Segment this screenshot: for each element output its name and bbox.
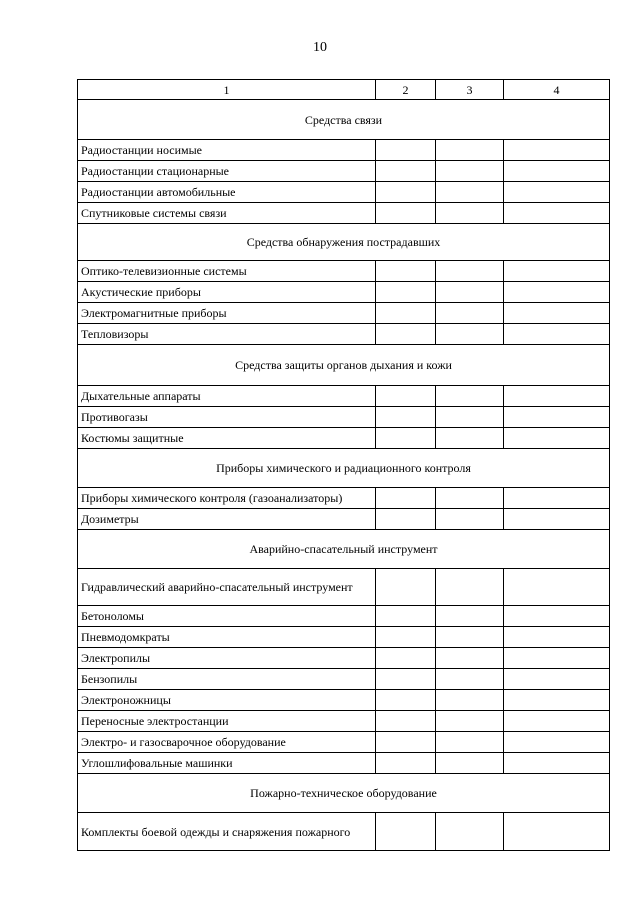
table-row [78,303,610,324]
column-header-1: 1 [78,80,376,100]
column-header-4: 4 [504,80,610,100]
item-name: Костюмы защитные [78,428,376,449]
cell-col-2 [376,753,436,774]
section-row [78,100,610,140]
table-row [78,690,610,711]
cell-col-3 [436,648,504,669]
cell-col-4 [504,407,610,428]
item-name: Электроножницы [78,690,376,711]
item-name: Радиостанции стационарные [78,161,376,182]
cell-col-3 [436,488,504,509]
cell-col-4 [504,627,610,648]
cell-col-2 [376,303,436,324]
item-name: Дозиметры [78,509,376,530]
item-name: Противогазы [78,407,376,428]
cell-col-4 [504,261,610,282]
section-title: Приборы химического и радиационного контроля [78,449,610,488]
cell-col-2 [376,428,436,449]
cell-col-3 [436,569,504,606]
table-row [78,428,610,449]
cell-col-2 [376,140,436,161]
page-number: 10 [313,40,327,55]
table-row [78,753,610,774]
cell-col-4 [504,711,610,732]
item-name: Комплекты боевой одежды и снаряжения пожарного [78,813,376,851]
section-row [78,449,610,488]
cell-col-2 [376,386,436,407]
cell-col-2 [376,407,436,428]
table-row [78,182,610,203]
cell-col-3 [436,161,504,182]
table-row [78,813,610,851]
cell-col-4 [504,732,610,753]
cell-col-2 [376,261,436,282]
cell-col-3 [436,407,504,428]
cell-col-3 [436,509,504,530]
section-row [78,530,610,569]
item-name: Радиостанции носимые [78,140,376,161]
table-row [78,203,610,224]
cell-col-3 [436,140,504,161]
cell-col-2 [376,203,436,224]
cell-col-3 [436,627,504,648]
cell-col-4 [504,324,610,345]
cell-col-2 [376,627,436,648]
cell-col-3 [436,813,504,851]
cell-col-4 [504,140,610,161]
table-row [78,669,610,690]
table-row [78,282,610,303]
table-row [78,648,610,669]
table-row [78,488,610,509]
cell-col-4 [504,813,610,851]
cell-col-3 [436,711,504,732]
cell-col-3 [436,690,504,711]
header-row [78,80,610,100]
cell-col-4 [504,569,610,606]
table-row [78,161,610,182]
cell-col-2 [376,648,436,669]
cell-col-2 [376,732,436,753]
cell-col-3 [436,303,504,324]
section-title: Средства обнаружения пострадавших [78,224,610,261]
cell-col-2 [376,813,436,851]
table-row [78,732,610,753]
column-header-2: 2 [376,80,436,100]
section-title: Средства защиты органов дыхания и кожи [78,345,610,386]
table-row [78,324,610,345]
item-name: Электромагнитные приборы [78,303,376,324]
item-name: Углошлифовальные машинки [78,753,376,774]
cell-col-2 [376,711,436,732]
table-row [78,627,610,648]
cell-col-4 [504,282,610,303]
cell-col-2 [376,324,436,345]
cell-col-4 [504,648,610,669]
cell-col-3 [436,669,504,690]
table-row [78,606,610,627]
cell-col-4 [504,669,610,690]
cell-col-2 [376,669,436,690]
cell-col-4 [504,303,610,324]
item-name: Акустические приборы [78,282,376,303]
section-row [78,224,610,261]
section-title: Пожарно-техническое оборудование [78,774,610,813]
table-row [78,407,610,428]
cell-col-3 [436,324,504,345]
cell-col-3 [436,386,504,407]
cell-col-3 [436,182,504,203]
item-name: Электропилы [78,648,376,669]
cell-col-2 [376,488,436,509]
cell-col-2 [376,569,436,606]
cell-col-3 [436,282,504,303]
item-name: Пневмодомкраты [78,627,376,648]
item-name: Бензопилы [78,669,376,690]
cell-col-2 [376,606,436,627]
item-name: Оптико-телевизионные системы [78,261,376,282]
section-title: Аварийно-спасательный инструмент [78,530,610,569]
section-row [78,774,610,813]
cell-col-4 [504,606,610,627]
cell-col-2 [376,282,436,303]
section-title: Средства связи [78,100,610,140]
column-header-3: 3 [436,80,504,100]
equipment-table [77,79,610,851]
cell-col-4 [504,203,610,224]
item-name: Гидравлический аварийно-спасательный инструмент [78,569,376,606]
cell-col-4 [504,753,610,774]
cell-col-2 [376,690,436,711]
cell-col-4 [504,428,610,449]
item-name: Электро- и газосварочное оборудование [78,732,376,753]
table-row [78,711,610,732]
table-row [78,140,610,161]
section-row [78,345,610,386]
item-name: Тепловизоры [78,324,376,345]
item-name: Дыхательные аппараты [78,386,376,407]
cell-col-4 [504,509,610,530]
cell-col-2 [376,182,436,203]
item-name: Спутниковые системы связи [78,203,376,224]
item-name: Бетоноломы [78,606,376,627]
cell-col-3 [436,428,504,449]
cell-col-3 [436,753,504,774]
item-name: Переносные электростанции [78,711,376,732]
cell-col-4 [504,386,610,407]
cell-col-4 [504,488,610,509]
cell-col-3 [436,732,504,753]
item-name: Радиостанции автомобильные [78,182,376,203]
table-row [78,569,610,606]
cell-col-4 [504,161,610,182]
table-row [78,386,610,407]
table-row [78,509,610,530]
cell-col-4 [504,690,610,711]
cell-col-4 [504,182,610,203]
cell-col-3 [436,203,504,224]
cell-col-2 [376,161,436,182]
cell-col-2 [376,509,436,530]
item-name: Приборы химического контроля (газоанализаторы) [78,488,376,509]
table-row [78,261,610,282]
cell-col-3 [436,261,504,282]
cell-col-3 [436,606,504,627]
